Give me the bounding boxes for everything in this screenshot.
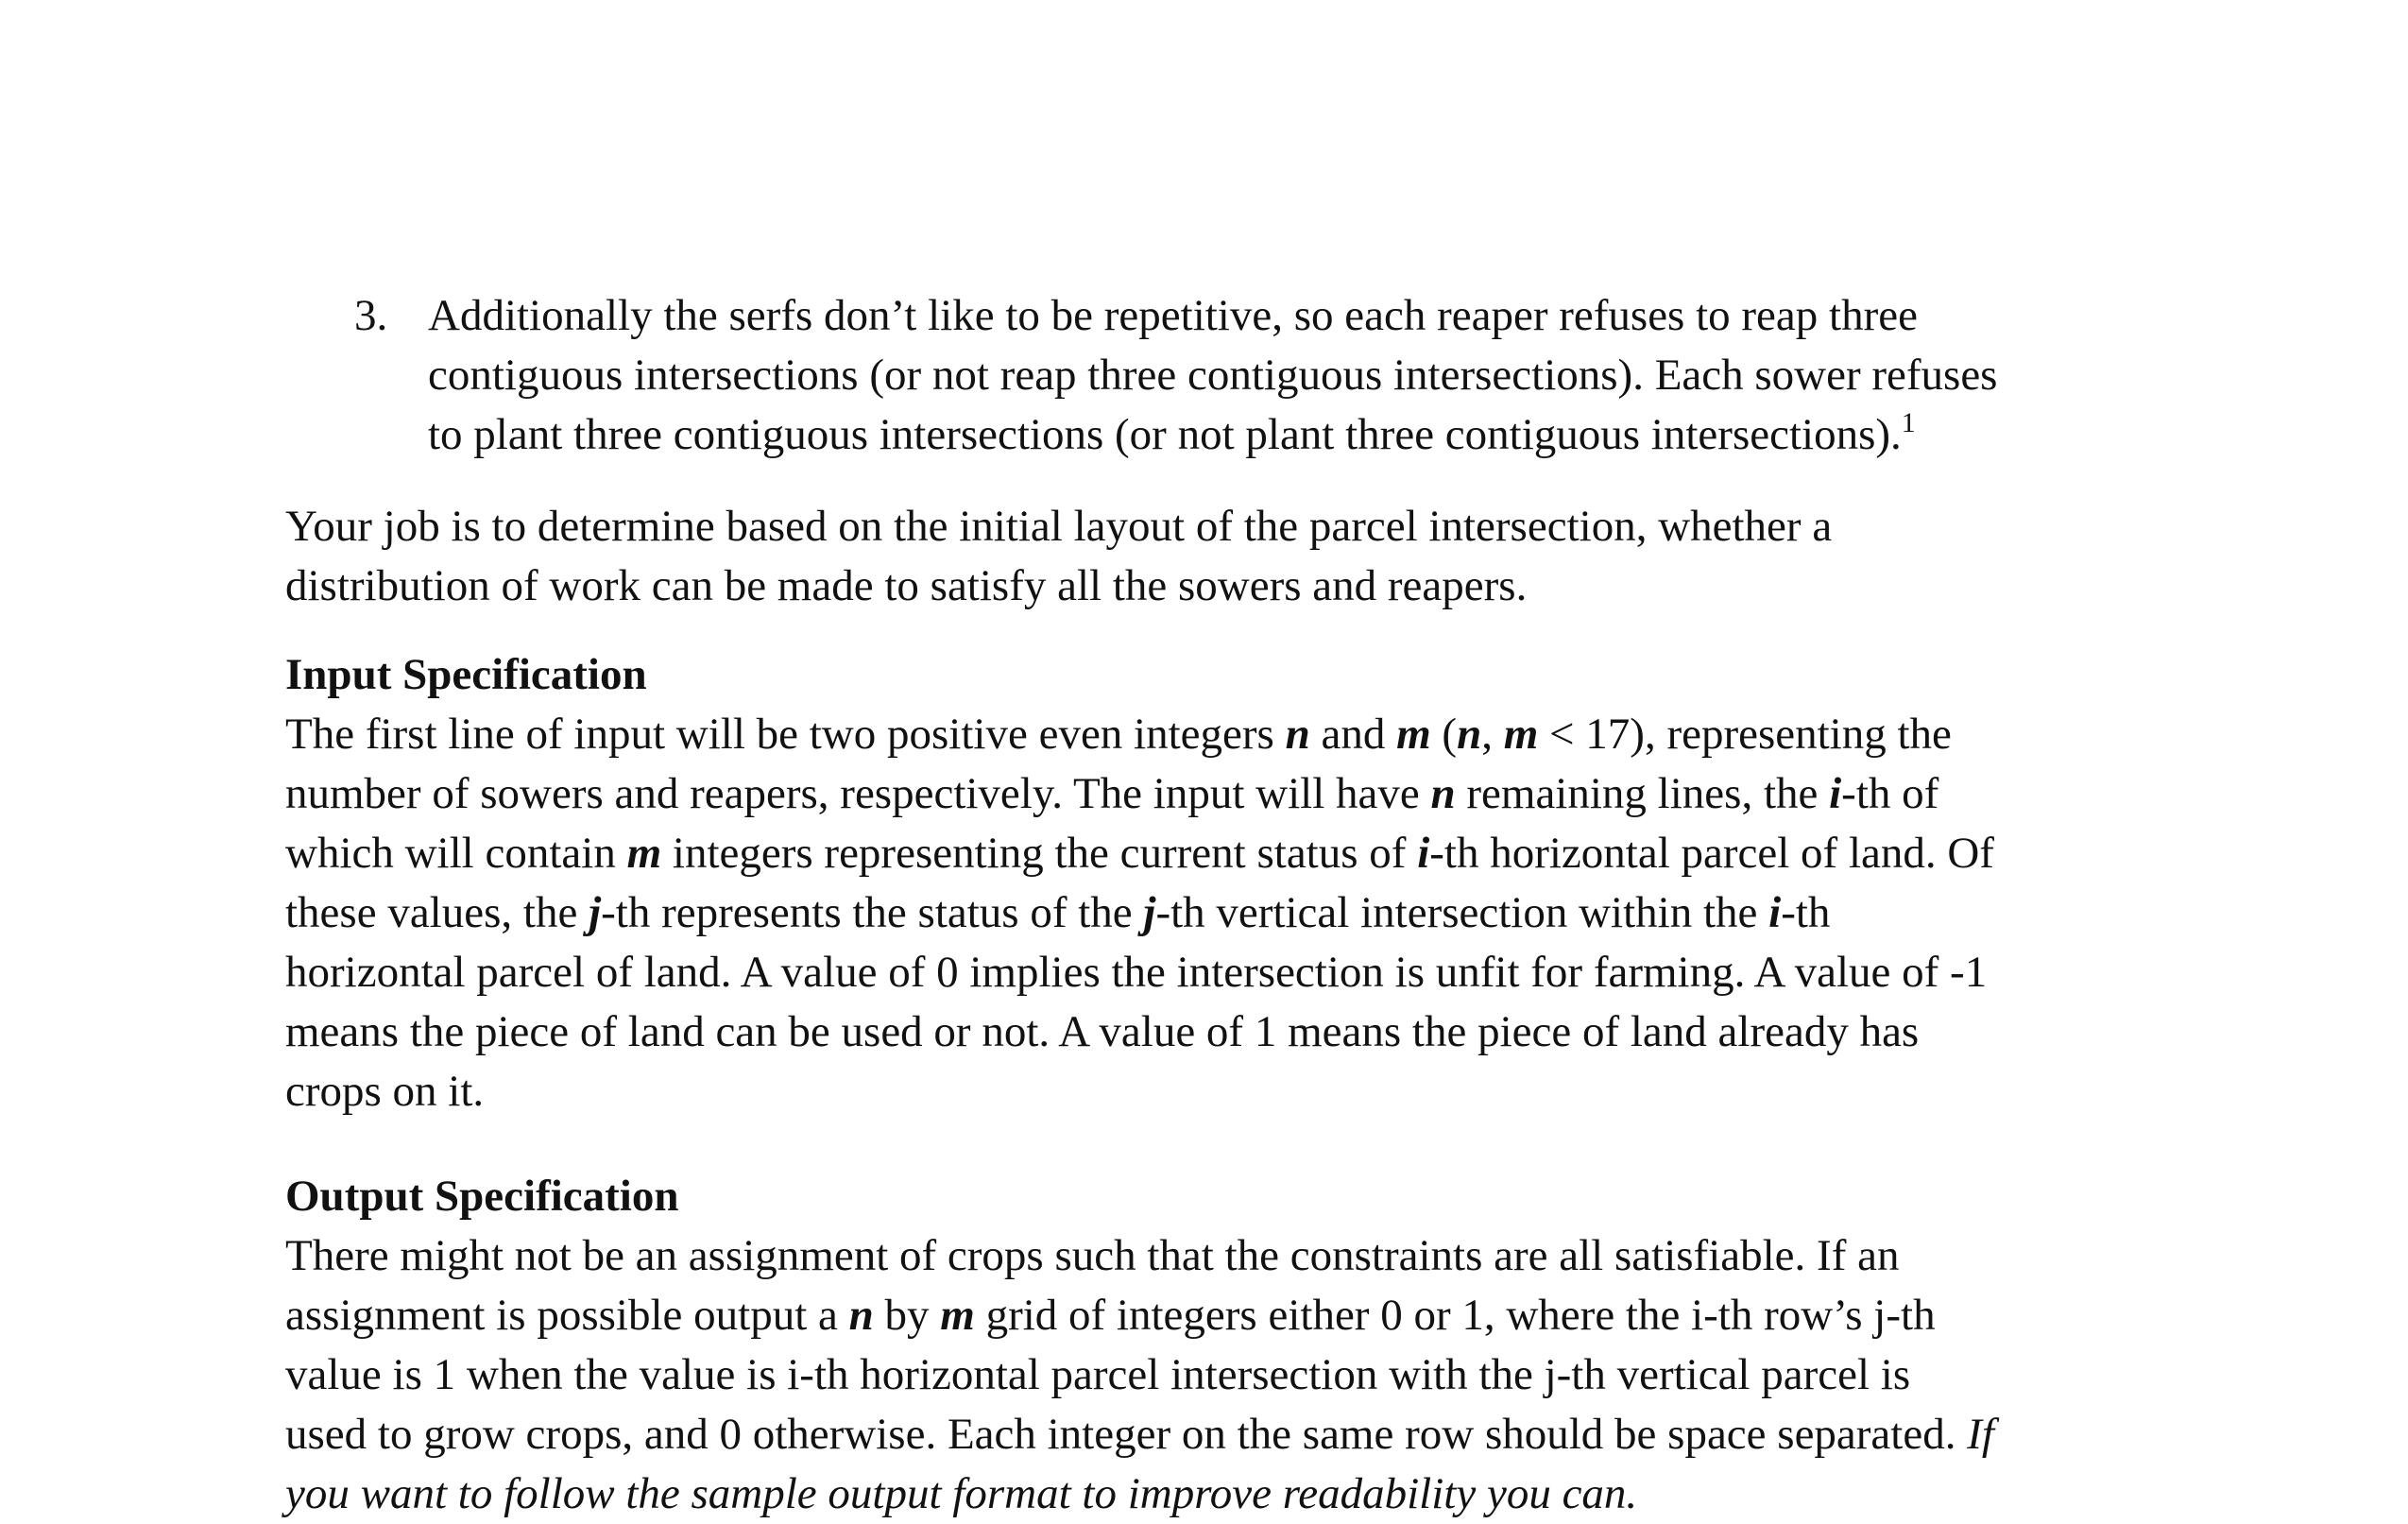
text-run: integers representing the current status of bbox=[661, 829, 1418, 878]
input-spec-line-3 bbox=[285, 824, 2175, 883]
output-spec-line-4 bbox=[285, 1405, 2175, 1464]
list-number: 3. bbox=[354, 291, 388, 340]
var-n: n bbox=[1285, 710, 1310, 759]
text-run: < 17), representing the bbox=[1538, 710, 1952, 759]
intro-line-2: distribution of work can be made to satisfy all the sowers and reapers. bbox=[285, 561, 1528, 610]
text-run: grid of integers either 0 or 1, where the i-th row’s j-th bbox=[974, 1291, 1936, 1340]
input-spec-line-6: means the piece of land can be used or not. A value of 1 means the piece of land already has bbox=[285, 1007, 1920, 1056]
text-run: these values, the bbox=[285, 888, 589, 937]
list-line-3 bbox=[428, 405, 2176, 465]
var-m: m bbox=[1396, 710, 1431, 759]
output-spec-line-5: you want to follow the sample output format to improve readability you can. bbox=[285, 1469, 1638, 1518]
intro-line-1: Your job is to determine based on the initial layout of the parcel intersection, whether a bbox=[285, 502, 1833, 551]
var-m: m bbox=[626, 829, 662, 878]
text-run: -th of bbox=[1841, 769, 1939, 818]
text-run: -th horizontal parcel of land. Of bbox=[1429, 829, 1994, 878]
output-spec-line-3: value is 1 when the value is i-th horizontal parcel intersection with the j-th vertical parcel is bbox=[285, 1350, 1911, 1399]
var-i: i bbox=[1417, 829, 1430, 878]
input-spec-line-5: horizontal parcel of land. A value of 0 implies the intersection is unfit for farming. A value of -1 bbox=[285, 948, 1988, 997]
text-run: , bbox=[1481, 710, 1504, 759]
text-run: The first line of input will be two positive even integers bbox=[285, 710, 1286, 759]
intro-paragraph bbox=[285, 497, 2175, 616]
output-spec-heading: Output Specification bbox=[285, 1172, 679, 1221]
text-run: by bbox=[873, 1291, 941, 1340]
var-i: i bbox=[1768, 888, 1782, 937]
text-run: used to grow crops, and 0 otherwise. Each integer on the same row should be space separated. bbox=[285, 1410, 1968, 1459]
text-run: -th vertical intersection within the bbox=[1155, 888, 1769, 937]
footnote-marker[interactable]: 1 bbox=[1901, 407, 1916, 438]
text-run: -th bbox=[1781, 888, 1831, 937]
output-spec-line-2 bbox=[285, 1286, 2175, 1345]
text-run: remaining lines, the bbox=[1455, 769, 1830, 818]
output-specification-section bbox=[285, 1167, 2175, 1524]
var-n: n bbox=[848, 1291, 874, 1340]
var-j: j bbox=[1143, 888, 1156, 937]
italic-text-run: If bbox=[1967, 1410, 1994, 1459]
list-line-1: Additionally the serfs don’t like to be repetitive, so each reaper refuses to reap three bbox=[428, 291, 1918, 340]
var-i: i bbox=[1829, 769, 1842, 818]
var-m: m bbox=[1503, 710, 1539, 759]
text-run: assignment is possible output a bbox=[285, 1291, 849, 1340]
text-run: which will contain bbox=[285, 829, 627, 878]
text-run: and bbox=[1309, 710, 1397, 759]
input-specification-section bbox=[285, 645, 2175, 1122]
text-run: number of sowers and reapers, respectively. The input will have bbox=[285, 769, 1431, 818]
input-spec-line-4 bbox=[285, 883, 2175, 943]
list-item-text bbox=[428, 286, 2176, 465]
output-spec-line-1: There might not be an assignment of crops such that the constraints are all satisfiable. If an bbox=[285, 1231, 1900, 1280]
text-run: -th represents the status of the bbox=[601, 888, 1144, 937]
list-line-2: contiguous intersections (or not reap three contiguous intersections). Each sower refuses bbox=[428, 351, 1998, 400]
input-spec-line-7: crops on it. bbox=[285, 1067, 485, 1116]
var-n: n bbox=[1430, 769, 1456, 818]
text-run: ( bbox=[1430, 710, 1458, 759]
var-n: n bbox=[1457, 710, 1482, 759]
var-j: j bbox=[589, 888, 602, 937]
input-spec-line-2 bbox=[285, 764, 2175, 824]
input-spec-line-1 bbox=[285, 705, 2175, 764]
input-spec-heading: Input Specification bbox=[285, 650, 647, 699]
list-line-3-text: to plant three contiguous intersections (or not plant three contiguous intersections). bbox=[428, 410, 1902, 459]
var-m: m bbox=[940, 1291, 975, 1340]
